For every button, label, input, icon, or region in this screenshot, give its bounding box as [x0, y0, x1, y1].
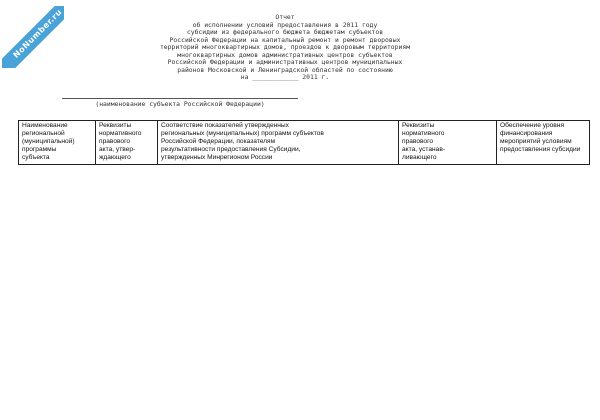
- cell-text: Российской Федерации, показателям: [161, 138, 276, 145]
- cell-text: нормативного: [99, 130, 142, 137]
- header-cell-financing-level: [497, 121, 590, 165]
- cell-text: Соответствие показателей утвержденных: [161, 122, 289, 129]
- cell-text: правового: [402, 138, 434, 145]
- title-line-3: Российской Федерации на капитальный ремонт и ремонт дворовых: [169, 35, 401, 44]
- cell-text: региональной: [22, 130, 65, 137]
- cell-text: ливающего: [402, 154, 437, 161]
- cell-text: Наименование: [22, 122, 68, 129]
- cell-text: Обеспечение уровня: [500, 122, 565, 129]
- title-line-2: субсидии из федерального бюджета бюджетам субъектов: [186, 28, 384, 36]
- cell-text: региональных (муниципальных) программ субъектов: [161, 130, 324, 137]
- cell-text: программы: [22, 146, 57, 153]
- cell-text: субъекта: [22, 154, 50, 161]
- watermark-logo: [2, 6, 64, 68]
- header-cell-approving-act: [96, 121, 158, 165]
- header-cell-program-name: [19, 121, 96, 165]
- cell-text: акта, устанав-: [402, 146, 446, 153]
- title-date-line: на ____________ 2011 г.: [240, 73, 330, 81]
- cell-text: мероприятий условиям: [500, 138, 572, 145]
- cell-text: ждающего: [99, 154, 131, 161]
- cell-text: правового: [99, 138, 131, 145]
- header-cell-indicators-compliance: [158, 121, 399, 165]
- subject-caption: (наименование субъекта Российской Федерации): [95, 100, 265, 108]
- header-cell-establishing-act: [399, 121, 497, 165]
- title-line-4: территорий многоквартирных домов, проездов к дворовым территориям: [159, 43, 411, 51]
- cell-text: (муниципальной): [22, 138, 75, 145]
- title-line-5: многоквартирных домов административных центров субъектов: [177, 50, 393, 59]
- title-line-7: районов Московской и Ленинградской областей по состоянию: [177, 65, 393, 74]
- cell-text: Реквизиты: [402, 122, 435, 129]
- cell-text: результативности предоставления Субсидии,: [161, 146, 301, 153]
- document-title-block: [120, 14, 450, 82]
- watermark-text: NoNumber.ru: [2, 6, 64, 68]
- title-line-6: Российской Федерации и административных центров муниципальных: [167, 58, 403, 66]
- subject-underline: [62, 98, 298, 99]
- cell-text: финансирования: [500, 130, 553, 137]
- subject-name-field: [62, 98, 298, 108]
- report-table: [18, 120, 590, 165]
- cell-text: нормативного: [402, 130, 445, 137]
- title-line-1: об исполнении условий предоставления в 2011 году: [192, 20, 378, 29]
- document-title: Отчет: [275, 13, 295, 21]
- cell-text: акта, утвер-: [99, 146, 136, 153]
- table-header-row: [19, 121, 590, 165]
- cell-text: предоставления субсидии: [500, 146, 581, 153]
- cell-text: утвержденных Минрегионом России: [161, 154, 273, 161]
- cell-text: Реквизиты: [99, 122, 132, 129]
